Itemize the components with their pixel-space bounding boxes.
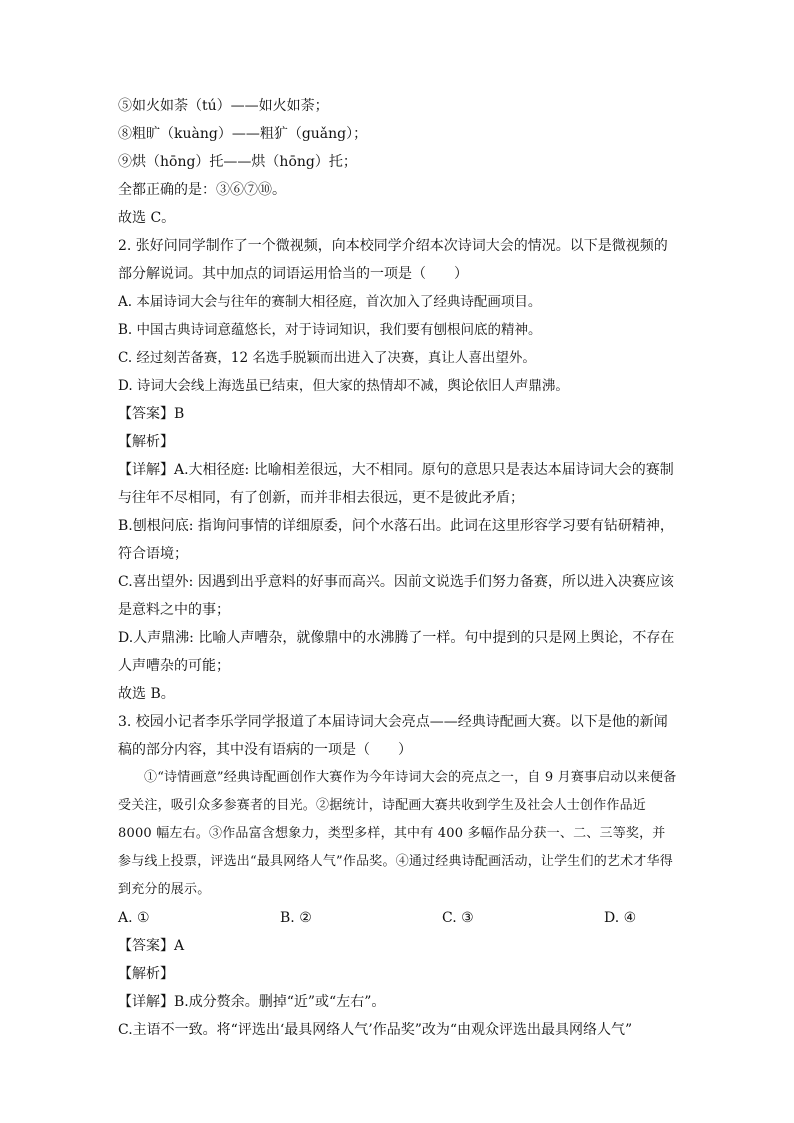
detail-line: C.喜出望外: 因遇到出乎意料的好事而高兴。因前文说选手们努力备赛，所以进入决赛应该 — [118, 574, 674, 590]
detail-line: 与往年不尽相同，有了创新，而并非相去很远，更不是彼此矛盾； — [118, 490, 524, 506]
question-2 — [118, 232, 678, 708]
answer-choices — [118, 904, 678, 932]
detail-line: 【详解】B.成分赘余。删掉“近”或“左右”。 — [118, 994, 386, 1010]
choice-a: A. ① — [118, 910, 150, 926]
text-line: 全都正确的是：③⑥⑦⑩。 — [118, 182, 286, 198]
detail-line: 【详解】A.大相径庭: 比喻相差很远，大不相同。原句的意思只是表达本届诗词大会的赛制 — [118, 462, 674, 478]
question-3 — [118, 708, 678, 1044]
detail-line: C.主语不一致。将“评选出‘最具网络人气’作品奖”改为“由观众评选出最具网络人气” — [118, 1022, 633, 1038]
text-line: ⑤如火如荼（tú）——如火如荼； — [118, 98, 329, 114]
option-c: C. 经过刻苦备赛，12 名选手脱颖而出进入了决赛，真让人喜出望外。 — [118, 350, 536, 366]
choice-d: D. ④ — [604, 910, 637, 926]
choice-b: B. ② — [280, 910, 312, 926]
question-stem: 3. 校园小记者李乐学同学报道了本届诗词大会亮点——经典诗配画大赛。以下是他的新闻 — [118, 714, 668, 730]
document-page — [118, 92, 678, 1044]
text-line: 故选 C。 — [118, 210, 176, 226]
text-line: ⑨烘（hōng）托——烘（hōng）托； — [118, 154, 357, 170]
text-line: ⑧粗旷（kuàng）——粗犷（guǎng）； — [118, 126, 368, 142]
option-b: B. 中国古典诗词意蕴悠长，对于诗词知识，我们要有刨根问底的精神。 — [118, 322, 542, 338]
question-stem: 稿的部分内容，其中没有语病的一项是（ ） — [118, 742, 412, 758]
detail-line: D.人声鼎沸: 比喻人声嘈杂，就像鼎中的水沸腾了一样。句中提到的只是网上舆论，不存在 — [118, 630, 675, 646]
analysis-label: 【解析】 — [118, 434, 174, 450]
option-a: A. 本届诗词大会与往年的赛制大相径庭，首次加入了经典诗配画项目。 — [118, 294, 542, 310]
news-passage: ①“诗情画意”经典诗配画创作大赛作为今年诗词大会的亮点之一，自 9 月赛事启动以来便备受关注，吸引众多参赛者的目光。②据统计，诗配画大赛共收到学生及社会人士创作作品近 8000 幅左右。③作品富含想象力，类型多样，其中有 400 多幅作品分获一、二、三等奖，并参与线上投票，评选出“最具网络人气”作品奖。④通过经典诗配画活动，让学生们的艺术才华得到充分的展示。 — [118, 770, 677, 897]
detail-line: 符合语境； — [118, 546, 188, 562]
answer-label: 【答案】A — [118, 938, 185, 954]
detail-line: 是意料之中的事； — [118, 602, 230, 618]
choice-c: C. ③ — [442, 910, 474, 926]
answer-label: 【答案】B — [118, 406, 185, 422]
detail-line: 人声嘈杂的可能； — [118, 658, 230, 674]
option-d: D. 诗词大会线上海选虽已结束，但大家的热情却不减，舆论依旧人声鼎沸。 — [118, 378, 569, 394]
analysis-label: 【解析】 — [118, 966, 174, 982]
detail-line: B.刨根问底: 指询问事情的详细原委，问个水落石出。此词在这里形容学习要有钻研精神， — [118, 518, 674, 534]
question-stem: 2. 张好问同学制作了一个微视频，向本校同学介绍本次诗词大会的情况。以下是微视频的 — [118, 238, 668, 254]
detail-line: 故选 B。 — [118, 686, 175, 702]
question-stem: 部分解说词。其中加点的词语运用恰当的一项是（ ） — [118, 266, 468, 282]
